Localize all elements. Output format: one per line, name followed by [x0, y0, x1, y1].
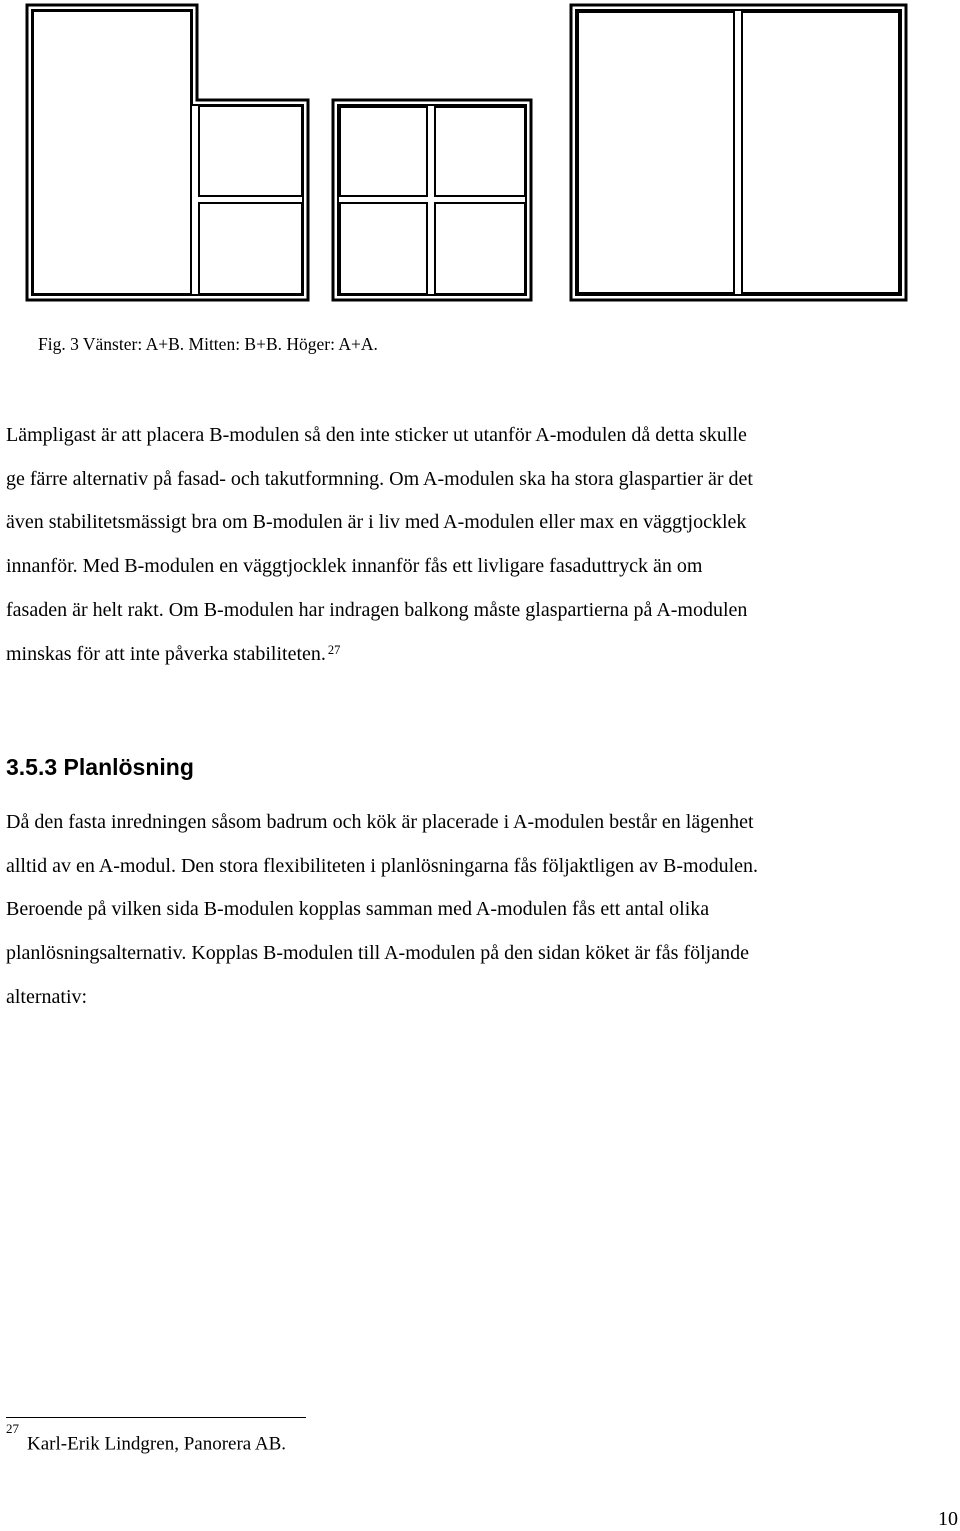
paragraph-line: planlösningsalternativ. Kopplas B-modulen till A-modulen på den sidan köket är fås följande — [6, 942, 749, 965]
a-plus-b-outline — [27, 5, 308, 300]
figure-panel-a-plus-b — [27, 5, 308, 300]
module-figure — [0, 0, 960, 310]
paragraph-line: alltid av en A-modul. Den stora flexibiliteten i planlösningarna fås följaktligen av B-modulen. — [6, 854, 759, 877]
a-plus-a-outline — [571, 5, 906, 300]
b-module-upper — [199, 106, 302, 196]
paragraph-module-placement — [6, 414, 956, 678]
paragraph-line: Beroende på vilken sida B-modulen kopplas samman med A-modulen fås ett antal olika — [6, 898, 710, 921]
b-module-3 — [340, 203, 427, 294]
section-heading: 3.5.3 Planlösning — [6, 754, 194, 780]
paragraph-line: alternativ: — [6, 985, 88, 1008]
paragraph-line: ge färre alternativ på fasad- och takutformning. Om A-modulen ska ha stora glaspartier är det — [6, 467, 753, 490]
b-module-lower — [199, 203, 302, 294]
footnote-reference: 27 — [327, 642, 341, 657]
figure-panel-a-plus-a — [571, 5, 906, 300]
a-module-left — [578, 12, 734, 293]
page-number: 10 — [938, 1508, 958, 1530]
paragraph-line: Lämpligast är att placera B-modulen så den inte sticker ut utanför A-modulen då detta skulle — [6, 424, 747, 446]
paragraph-line: fasaden är helt rakt. Om B-modulen har indragen balkong måste glaspartierna på A-modulen — [6, 598, 748, 621]
b-module-2 — [435, 107, 525, 196]
paragraph-line: minskas för att inte påverka stabiliteten. — [6, 642, 326, 665]
b-module-4 — [435, 203, 525, 294]
figure-panel-b-plus-b — [333, 100, 531, 300]
b-plus-b-outline — [333, 100, 531, 300]
b-module-1 — [340, 107, 427, 196]
a-module — [33, 11, 191, 294]
paragraph-floor-plan — [6, 801, 956, 1020]
paragraph-line: även stabilitetsmässigt bra om B-modulen är i liv med A-modulen eller max en väggtjocklek — [6, 511, 747, 534]
footnote-number: 27 — [6, 1421, 19, 1436]
figure-caption: Fig. 3 Vänster: A+B. Mitten: B+B. Höger: A+A. — [38, 334, 378, 354]
a-module-right — [742, 12, 899, 293]
paragraph-line: innanför. Med B-modulen en väggtjocklek innanför fås ett livligare fasaduttryck än om — [6, 555, 703, 578]
footnote — [6, 1421, 287, 1455]
paragraph-line: Då den fasta inredningen såsom badrum och kök är placerade i A-modulen består en lägenhet — [6, 811, 754, 833]
footnote-divider — [6, 1417, 306, 1418]
footnote-text: Karl-Erik Lindgren, Panorera AB. — [27, 1433, 287, 1455]
